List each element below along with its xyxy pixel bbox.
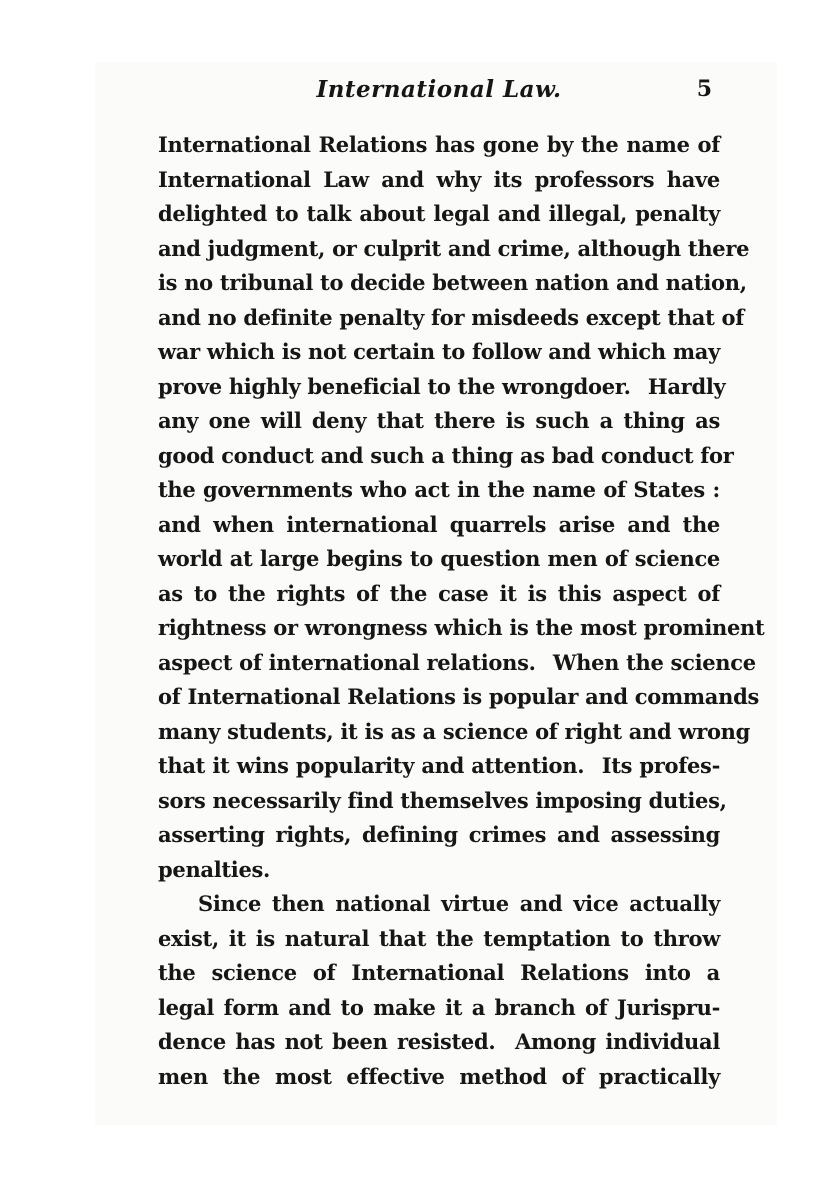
text-line: International Law and why its professors have xyxy=(158,166,720,192)
text-line: and judgment, or culprit and crime, although there xyxy=(158,235,750,261)
text-line: International Relations has gone by the name of xyxy=(158,132,720,157)
text-line: prove highly beneficial to the wrongdoer. Hardly xyxy=(158,373,726,399)
text-line: sors necessarily find themselves imposing duties, xyxy=(158,787,727,813)
text-line: world at large begins to question men of science xyxy=(158,546,720,571)
page-number: 5 xyxy=(696,76,712,102)
text-line: asserting rights, defining crimes and assessing xyxy=(158,822,720,847)
text-line: the science of International Relations into a xyxy=(158,960,720,985)
text-line: of International Relations is popular and commands xyxy=(158,684,759,709)
text-line: men the most effective method of practically xyxy=(158,1063,720,1089)
text-line: and no definite penalty for misdeeds except that of xyxy=(158,304,744,330)
text-line: is no tribunal to decide between nation and nation, xyxy=(158,270,747,295)
text-line: exist, it is natural that the temptation to throw xyxy=(158,925,720,951)
text-line: that it wins popularity and attention. Its profes- xyxy=(158,753,720,778)
text-line: any one will deny that there is such a thing as xyxy=(158,408,720,433)
text-line: many students, it is as a science of right and wrong xyxy=(158,718,751,744)
text-line: and when international quarrels arise and the xyxy=(158,511,720,537)
text-line: delighted to talk about legal and illegal, penalty xyxy=(158,201,720,226)
text-line: penalties. xyxy=(158,856,271,882)
text-line: the governments who act in the name of States : xyxy=(158,477,720,502)
text-line: rightness or wrongness which is the most prominent xyxy=(158,615,765,640)
text-line: as to the rights of the case it is this aspect of xyxy=(158,580,720,606)
body-text xyxy=(158,128,765,1094)
text-line: war which is not certain to follow and which may xyxy=(158,339,720,364)
text-line: aspect of international relations. When the science xyxy=(158,649,756,675)
running-title: International Law. xyxy=(316,76,562,103)
page-header xyxy=(158,76,720,110)
text-line: Since then national virtue and vice actually xyxy=(198,891,720,916)
text-line: good conduct and such a thing as bad conduct for xyxy=(158,442,734,468)
text-line: legal form and to make it a branch of Jurispru- xyxy=(158,994,720,1020)
scanned-page-area xyxy=(95,62,777,1125)
text-line: dence has not been resisted. Among individual xyxy=(158,1029,720,1054)
